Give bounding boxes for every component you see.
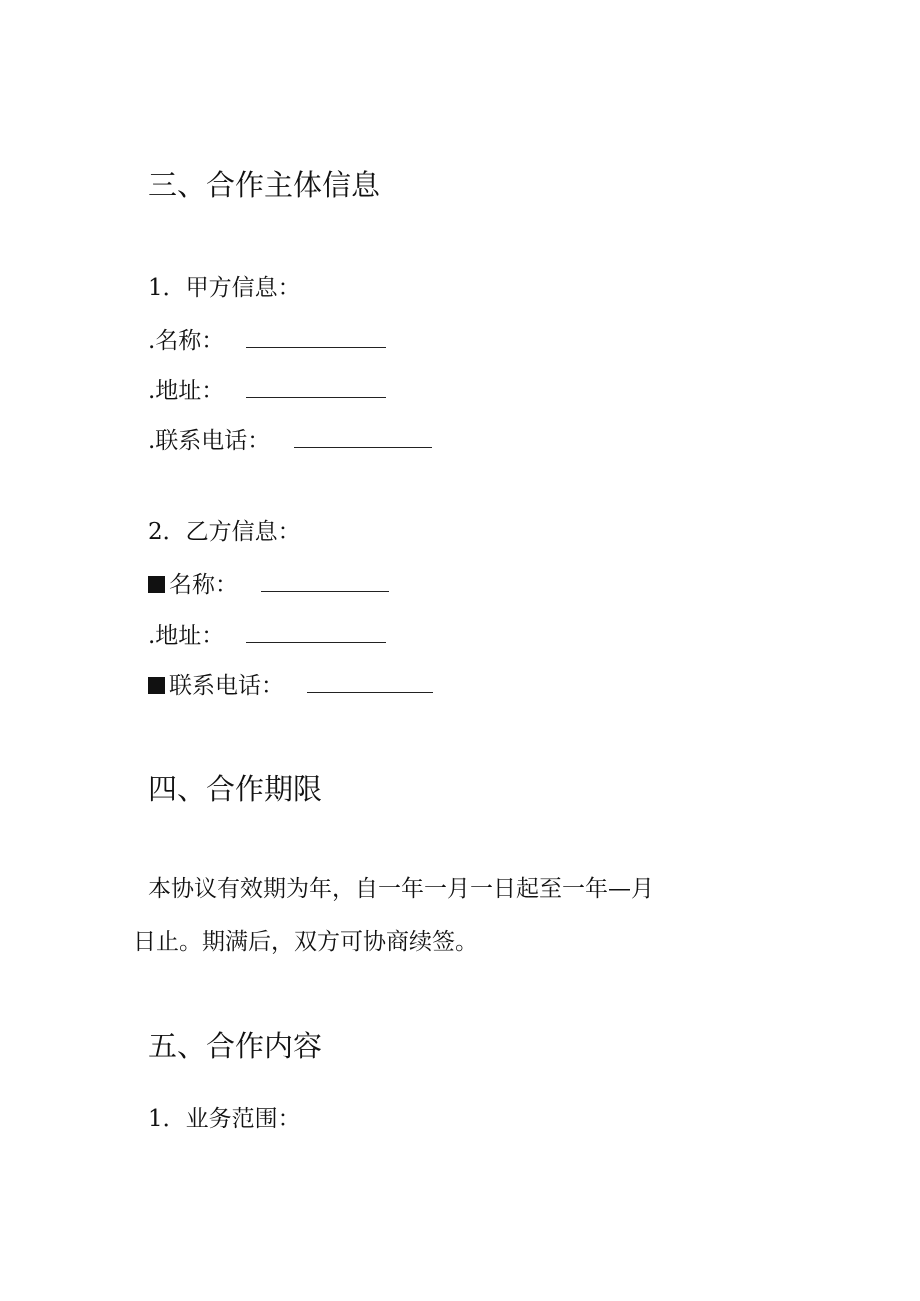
party-a-phone-label: .联系电话： bbox=[148, 428, 271, 454]
party-b-heading: 2．乙方信息： bbox=[148, 519, 301, 545]
party-a-address-blank[interactable] bbox=[246, 373, 386, 398]
party-b-name-label: 名称： bbox=[169, 572, 238, 598]
term-paragraph-line-1: 本协议有效期为年，自一年一月一日起至一年—月 bbox=[148, 876, 654, 902]
party-a-name-row bbox=[148, 323, 386, 356]
section-4-title: 四、合作期限 bbox=[148, 772, 323, 806]
party-a-address-row bbox=[148, 373, 386, 406]
square-bullet-icon bbox=[148, 677, 165, 694]
party-a-heading: 1．甲方信息： bbox=[148, 275, 301, 301]
party-a-address-label: .地址： bbox=[148, 378, 225, 404]
party-a-name-blank[interactable] bbox=[246, 323, 386, 348]
party-b-address-blank[interactable] bbox=[246, 618, 386, 643]
term-paragraph-line-2: 日止。期满后，双方可协商续签。 bbox=[133, 929, 478, 955]
square-bullet-icon bbox=[148, 576, 165, 593]
party-b-name-row bbox=[148, 567, 389, 600]
party-b-address-row bbox=[148, 618, 386, 651]
party-b-phone-blank[interactable] bbox=[307, 668, 433, 693]
party-b-address-label: .地址： bbox=[148, 623, 225, 649]
section-3-title: 三、合作主体信息 bbox=[148, 168, 381, 202]
business-scope-item: 1．业务范围： bbox=[148, 1106, 301, 1132]
party-b-phone-row bbox=[148, 668, 433, 701]
party-a-phone-blank[interactable] bbox=[294, 423, 432, 448]
party-a-phone-row bbox=[148, 423, 432, 456]
party-a-name-label: .名称： bbox=[148, 328, 225, 354]
party-b-name-blank[interactable] bbox=[261, 567, 389, 592]
party-b-phone-label: 联系电话： bbox=[169, 673, 284, 699]
section-5-title: 五、合作内容 bbox=[148, 1029, 323, 1063]
